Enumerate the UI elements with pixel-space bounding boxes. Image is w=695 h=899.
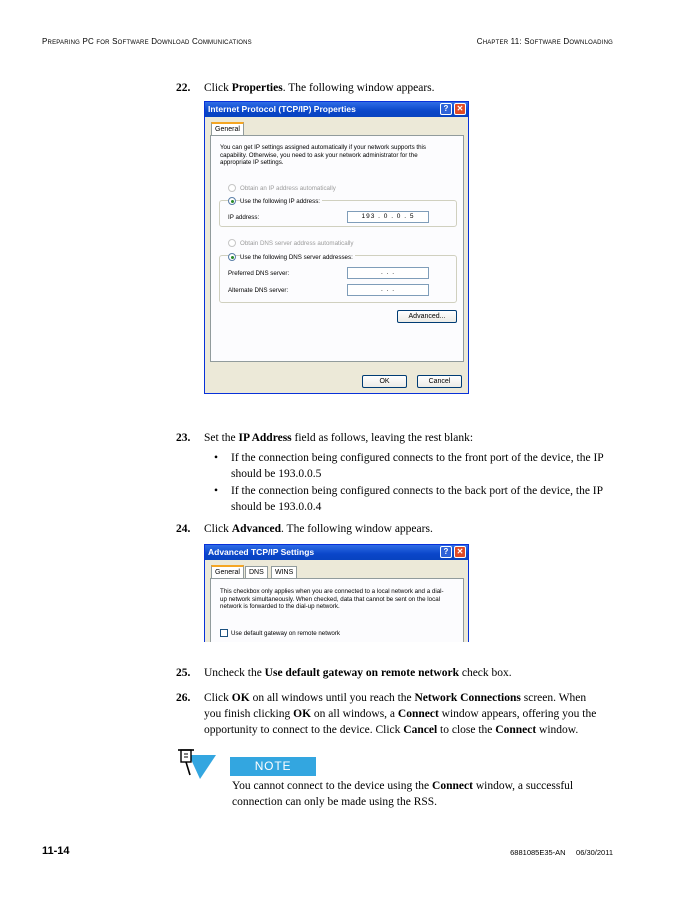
gateway-info-text: This checkbox only applies when you are connected to a local network and a dial-up network simultaneously. When checked, data that cannot be sent on the local network is forwarded to the dial-up network. [220,588,444,610]
close-icon[interactable]: ✕ [454,546,466,558]
step-24: 24. Click Advanced. The following window appears. [176,523,433,535]
obtain-dns-label: Obtain DNS server address automatically [240,240,354,247]
advanced-tcpip-dialog [204,544,469,642]
ip-address-label: IP address: [228,214,260,221]
running-header-right: Chapter 11: Software Downloading [476,37,613,46]
default-gateway-label: Use default gateway on remote network [231,630,341,637]
note-label: NOTE [230,757,316,776]
obtain-ip-radio[interactable] [228,184,236,192]
help-icon[interactable]: ? [440,546,452,558]
use-ip-label: Use the following IP address: [240,198,321,205]
tab-dns[interactable]: DNS [245,566,268,578]
step-22: 22. Click Properties. The following window appears. [176,82,435,94]
dialog-titlebar: Advanced TCP/IP Settings ? ✕ [205,545,468,560]
tab-wins[interactable]: WINS [271,566,297,578]
alternate-dns-input[interactable]: . . . [347,284,429,296]
default-gateway-checkbox[interactable] [220,629,228,637]
note-text: You cannot connect to the device using the Connect window, a successful connection can only be made using the RSS. [232,780,574,808]
close-icon[interactable]: ✕ [454,103,466,115]
step-26-number: 26. [176,692,191,704]
general-panel [210,135,464,362]
ip-address-input[interactable]: 193 . 0 . 0 . 5 [347,211,429,223]
running-header-left: Preparing PC for Software Download Communications [42,37,252,46]
advanced-button[interactable]: Advanced... [397,310,457,323]
obtain-dns-radio[interactable] [228,239,236,247]
ok-button[interactable]: OK [362,375,407,388]
tab-general[interactable]: General [211,122,244,135]
step-23: 23. Set the IP Address field as follows, leaving the rest blank: [176,432,474,444]
step-25: 25. Uncheck the Use default gateway on remote network check box. [176,667,512,679]
use-ip-radio[interactable] [228,197,236,205]
use-dns-label: Use the following DNS server addresses: [240,254,353,261]
page-number: 11-14 [42,845,70,857]
cancel-button[interactable]: Cancel [417,375,462,388]
alternate-dns-label: Alternate DNS server: [228,287,289,294]
dialog-titlebar: Internet Protocol (TCP/IP) Properties ? ✕ [205,102,468,117]
use-dns-radio[interactable] [228,253,236,261]
tcpip-properties-dialog [204,101,469,394]
intro-text: You can get IP settings assigned automatically if your network supports this capability. Otherwise, you need to ask your network administrator for the appropriate IP settings. [220,144,427,166]
step-26: Click OK on all windows until you reach the Network Connections screen. When you finish clicking OK on all windows, a Connect window appears, offering you the opportunity to connect to the device. Click Cancel to close the Connect window. [204,692,597,736]
general-panel [210,578,464,642]
preferred-dns-input[interactable]: . . . [347,267,429,279]
note-pin-icon [176,747,216,781]
document-id: 6881085E35-AN 06/30/2011 [510,848,613,857]
obtain-ip-label: Obtain an IP address automatically [240,185,336,192]
tab-general[interactable]: General [211,565,244,578]
preferred-dns-label: Preferred DNS server: [228,270,290,277]
help-icon[interactable]: ? [440,103,452,115]
